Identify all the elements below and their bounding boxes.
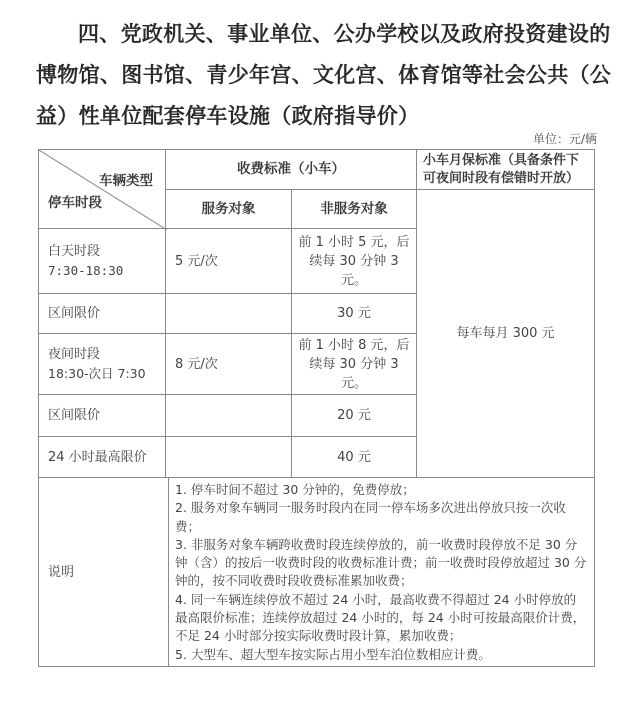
parking-fee-table xyxy=(38,149,595,667)
day-cap-value: 30 元 xyxy=(337,306,371,321)
unit-label: 单位：元/辆 xyxy=(532,132,597,146)
header-parking-period: 停车时段 xyxy=(48,195,102,211)
note-item: 3. 非服务对象车辆跨收费时段连续停放的，前一收费时段停放不足 30 分钟（含）的按后一收费时段的收费标准计费；前一收费时段停放超过 30 分钟的，按不同收费时段收费标准累加收费； xyxy=(175,536,587,589)
row-night-service xyxy=(165,333,292,395)
row-night-cap xyxy=(38,394,166,437)
row-day-non-service xyxy=(291,228,417,294)
day-period-time: 7:30-18:30 xyxy=(48,263,124,278)
row-night-cap-service xyxy=(165,394,292,437)
24h-cap-label: 24 小时最高限价 xyxy=(48,449,147,465)
note-item: 5. 大型车、超大型车按实际占用小型车泊位数相应计费。 xyxy=(175,646,491,662)
row-night-period xyxy=(38,333,166,395)
notes-label-cell xyxy=(38,477,169,667)
monthly-fee-value: 每车每月 300 元 xyxy=(456,326,555,341)
header-monthly xyxy=(416,149,595,190)
row-night-non-service xyxy=(291,333,417,395)
row-day-cap-non-service xyxy=(291,293,417,334)
document-title xyxy=(36,14,612,137)
row-day-period xyxy=(38,228,166,294)
night-cap-label: 区间限价 xyxy=(48,408,101,423)
header-diagonal-cell xyxy=(38,149,166,229)
title-line-2: 博物馆、图书馆、青少年宫、文化宫、体育馆等社会公共（公 xyxy=(36,63,612,87)
row-24h-cap-service xyxy=(165,436,292,478)
note-item: 2. 服务对象车辆同一服务时段内在同一停车场多次进出停放只按一次收费； xyxy=(175,500,566,534)
row-day-cap xyxy=(38,293,166,334)
row-night-cap-non-service xyxy=(291,394,417,437)
day-non-service-value: 前 1 小时 5 元，后续每 30 分钟 3 元。 xyxy=(298,234,410,288)
notes-label: 说明 xyxy=(48,564,75,580)
day-cap-label: 区间限价 xyxy=(48,306,101,321)
row-24h-cap xyxy=(38,436,166,478)
title-line-1: 四、党政机关、事业单位、公办学校以及政府投资建设的 xyxy=(78,22,611,46)
note-item: 4. 同一车辆连续停放不超过 24 小时，最高收费不得超过 24 小时停放的最高限价标准；连续停放超过 24 小时的，每 24 小时可按最高限价计费，不足 24 小时部分按实际收费时段计算，累加收费； xyxy=(175,591,586,644)
monthly-fee-cell xyxy=(416,189,595,478)
row-day-service xyxy=(165,228,292,294)
day-period-name: 白天时段 xyxy=(48,244,101,259)
night-period-time: 18:30-次日 7:30 xyxy=(48,366,146,381)
night-service-value: 8 元/次 xyxy=(175,356,218,372)
night-cap-value: 20 元 xyxy=(337,408,371,423)
header-service xyxy=(165,189,292,229)
header-fee-standard xyxy=(165,149,417,190)
header-monthly-label: 小车月保标准（具备条件下可夜间时段有偿错时开放） xyxy=(423,152,580,186)
row-day-cap-service xyxy=(165,293,292,334)
header-non-service-label: 非服务对象 xyxy=(320,200,388,217)
header-non-service xyxy=(291,189,417,229)
row-24h-cap-non-service xyxy=(291,436,417,478)
note-item: 1. 停车时间不超过 30 分钟的，免费停放； xyxy=(175,482,415,497)
notes-content xyxy=(168,477,595,667)
header-service-label: 服务对象 xyxy=(201,200,256,217)
night-non-service-value: 前 1 小时 8 元，后续每 30 分钟 3 元。 xyxy=(298,337,410,391)
title-line-3: 益）性单位配套停车设施（政府指导价） xyxy=(36,104,420,128)
header-fee-standard-label: 收费标准（小车） xyxy=(237,161,345,177)
day-service-value: 5 元/次 xyxy=(175,253,218,269)
header-vehicle-type: 车辆类型 xyxy=(99,173,153,189)
24h-cap-value: 40 元 xyxy=(337,449,371,465)
night-period-name: 夜间时段 xyxy=(48,347,101,362)
